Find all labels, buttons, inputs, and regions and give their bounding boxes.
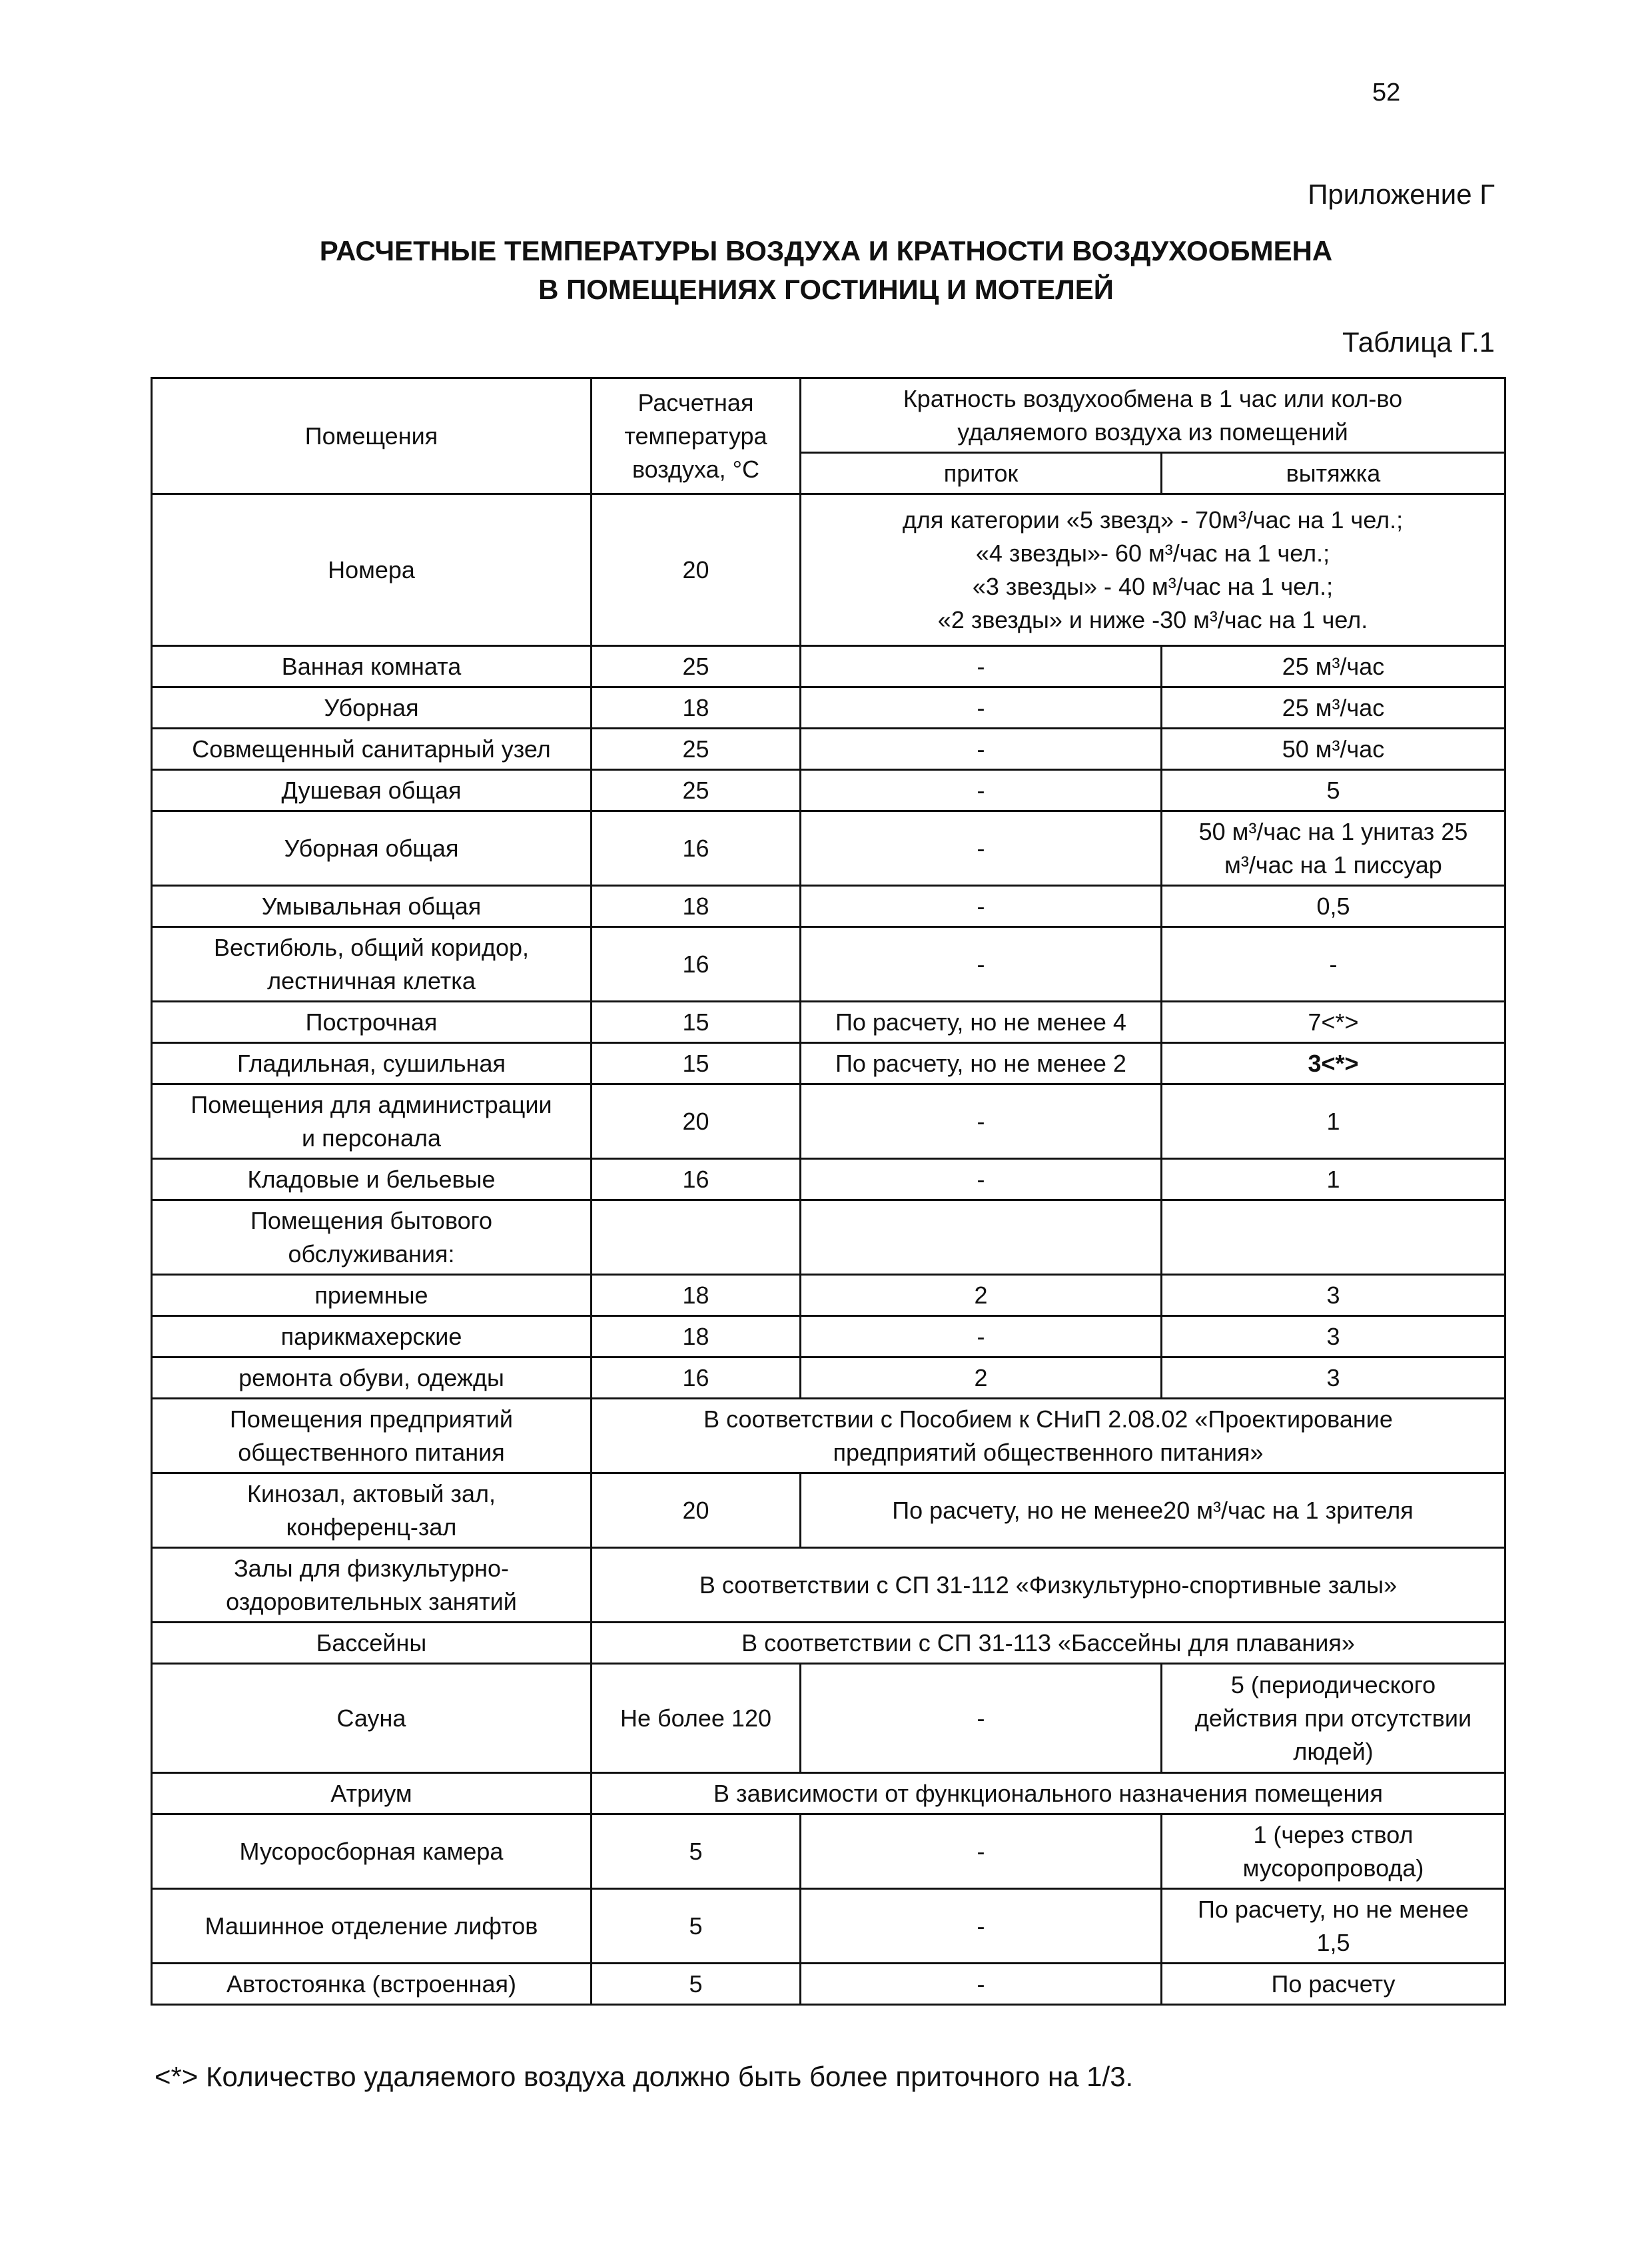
merged-cell: В соответствии с СП 31-113 «Бассейны для плавания» xyxy=(592,1623,1505,1664)
exhaust-line: 1,5 xyxy=(1316,1928,1350,1956)
rate-line: для категории «5 звезд» - 70м³/час на 1 чел.; xyxy=(902,506,1404,534)
room-name: Атриум xyxy=(152,1773,592,1814)
merged-line: предприятий общественного питания» xyxy=(833,1438,1264,1466)
exhaust-cell: 3 xyxy=(1162,1316,1505,1357)
room-name: приемные xyxy=(152,1275,592,1316)
exhaust-cell: 3 xyxy=(1162,1275,1505,1316)
header-row xyxy=(152,378,1505,453)
temperature-cell: 25 xyxy=(592,646,801,687)
table-row xyxy=(152,1200,1505,1275)
room-name: ремонта обуви, одежды xyxy=(152,1357,592,1399)
temperature-cell xyxy=(592,1200,801,1275)
table-row xyxy=(152,1357,1505,1399)
header-temperature-line: воздуха, °С xyxy=(631,455,760,483)
exhaust-line: 5 (периодического xyxy=(1230,1671,1436,1698)
room-name-line: конференц-зал xyxy=(286,1513,457,1541)
exhaust-cell: 3 xyxy=(1162,1357,1505,1399)
appendix-label: Приложение Г xyxy=(1308,179,1495,210)
room-name xyxy=(152,1084,592,1159)
supply-cell: - xyxy=(801,1084,1162,1159)
room-name-line: лестничная клетка xyxy=(267,966,476,994)
exhaust-line: людей) xyxy=(1293,1737,1374,1765)
exhaust-cell: 1 xyxy=(1162,1084,1505,1159)
temperature-cell: 18 xyxy=(592,1275,801,1316)
temperature-cell: 18 xyxy=(592,886,801,927)
table-row xyxy=(152,1473,1505,1548)
exhaust-cell: 1 xyxy=(1162,1159,1505,1200)
table-label: Таблица Г.1 xyxy=(1342,326,1495,358)
supply-cell: - xyxy=(801,729,1162,770)
header-supply: приток xyxy=(801,453,1162,494)
exhaust-line: м³/час на 1 писсуар xyxy=(1224,851,1442,879)
supply-cell: - xyxy=(801,1316,1162,1357)
temperature-cell: 15 xyxy=(592,1043,801,1084)
room-name: Номера xyxy=(152,494,592,646)
exhaust-cell: - xyxy=(1162,927,1505,1002)
table-row xyxy=(152,927,1505,1002)
table-row xyxy=(152,1548,1505,1623)
room-name: Сауна xyxy=(152,1664,592,1773)
table-row xyxy=(152,1664,1505,1773)
temperature-cell: 20 xyxy=(592,1084,801,1159)
temperature-cell: 16 xyxy=(592,811,801,886)
supply-cell: - xyxy=(801,811,1162,886)
room-name-line: Кинозал, актовый зал, xyxy=(246,1479,496,1507)
temperature-cell: 5 xyxy=(592,1814,801,1889)
header-temperature-line: Расчетная xyxy=(637,388,754,416)
table-row xyxy=(152,1623,1505,1664)
table-row xyxy=(152,1889,1505,1964)
merged-cell: В зависимости от функционального назначения помещения xyxy=(592,1773,1505,1814)
table-row xyxy=(152,1043,1505,1084)
supply-cell: По расчету, но не менее 2 xyxy=(801,1043,1162,1084)
exhaust-cell xyxy=(1162,1814,1505,1889)
room-name: Машинное отделение лифтов xyxy=(152,1889,592,1964)
room-name: Уборная общая xyxy=(152,811,592,886)
room-name-line: Помещения бытового xyxy=(250,1206,493,1234)
temperature-cell: 5 xyxy=(592,1889,801,1964)
room-name-line: Помещения для администрации xyxy=(191,1090,552,1118)
room-name: Мусоросборная камера xyxy=(152,1814,592,1889)
supply-cell: - xyxy=(801,1814,1162,1889)
supply-cell: - xyxy=(801,886,1162,927)
room-name-line: оздоровительных занятий xyxy=(226,1587,517,1615)
table-row xyxy=(152,1399,1505,1473)
exhaust-cell xyxy=(1162,1889,1505,1964)
merged-cell: По расчету, но не менее20 м³/час на 1 зрителя xyxy=(801,1473,1505,1548)
room-name-line: обслуживания: xyxy=(288,1240,455,1268)
room-name: Душевая общая xyxy=(152,770,592,811)
temperature-cell: 16 xyxy=(592,1357,801,1399)
exhaust-cell: 0,5 xyxy=(1162,886,1505,927)
rates-cell xyxy=(801,494,1505,646)
table-row xyxy=(152,811,1505,886)
room-name-line: Залы для физкультурно- xyxy=(233,1554,510,1582)
room-name: Автостоянка (встроенная) xyxy=(152,1964,592,2005)
supply-cell: - xyxy=(801,1889,1162,1964)
title-line-2: В ПОМЕЩЕНИЯХ ГОСТИНИЦ И МОТЕЛЕЙ xyxy=(538,274,1114,305)
table-row xyxy=(152,1964,1505,2005)
table-row xyxy=(152,687,1505,729)
table-row xyxy=(152,494,1505,646)
supply-cell: - xyxy=(801,927,1162,1002)
temperature-cell: 15 xyxy=(592,1002,801,1043)
room-name xyxy=(152,1548,592,1623)
room-name-line: общественного питания xyxy=(238,1438,505,1466)
room-name: Бассейны xyxy=(152,1623,592,1664)
exhaust-cell xyxy=(1162,811,1505,886)
header-temperature-line: температура xyxy=(624,422,767,450)
supply-cell: - xyxy=(801,687,1162,729)
table-row xyxy=(152,886,1505,927)
temperature-cell: Не более 120 xyxy=(592,1664,801,1773)
exhaust-cell xyxy=(1162,1664,1505,1773)
header-rooms: Помещения xyxy=(152,378,592,494)
temperature-cell: 20 xyxy=(592,1473,801,1548)
supply-cell: - xyxy=(801,646,1162,687)
exhaust-cell xyxy=(1162,1200,1505,1275)
room-name xyxy=(152,927,592,1002)
temperature-cell: 18 xyxy=(592,687,801,729)
exhaust-cell: По расчету xyxy=(1162,1964,1505,2005)
room-name: Кладовые и бельевые xyxy=(152,1159,592,1200)
rate-line: «3 звезды» - 40 м³/час на 1 чел.; xyxy=(972,572,1334,600)
merged-cell xyxy=(592,1399,1505,1473)
temperature-cell: 18 xyxy=(592,1316,801,1357)
merged-line: В соответствии с Пособием к СНиП 2.08.02 «Проектирование xyxy=(703,1405,1393,1433)
temperature-cell: 16 xyxy=(592,927,801,1002)
table-row xyxy=(152,729,1505,770)
document-title xyxy=(0,232,1652,309)
exhaust-cell: 5 xyxy=(1162,770,1505,811)
supply-cell: 2 xyxy=(801,1275,1162,1316)
header-exchange-line: удаляемого воздуха из помещений xyxy=(957,418,1348,446)
room-name: Ванная комната xyxy=(152,646,592,687)
header-temperature xyxy=(592,378,801,494)
table-row xyxy=(152,1084,1505,1159)
table-row xyxy=(152,1275,1505,1316)
exhaust-cell: 50 м³/час xyxy=(1162,729,1505,770)
supply-cell: - xyxy=(801,1964,1162,2005)
temperature-cell: 5 xyxy=(592,1964,801,2005)
room-name xyxy=(152,1399,592,1473)
supply-cell: 2 xyxy=(801,1357,1162,1399)
room-name: Гладильная, сушильная xyxy=(152,1043,592,1084)
table-row xyxy=(152,1316,1505,1357)
room-name: парикмахерские xyxy=(152,1316,592,1357)
exhaust-line: действия при отсутствии xyxy=(1194,1704,1472,1732)
table-row xyxy=(152,1773,1505,1814)
room-name: Совмещенный санитарный узел xyxy=(152,729,592,770)
table-row xyxy=(152,1814,1505,1889)
exhaust-line: мусоропровода) xyxy=(1242,1854,1424,1882)
temperature-cell: 25 xyxy=(592,729,801,770)
supply-cell: - xyxy=(801,1159,1162,1200)
exhaust-cell: 25 м³/час xyxy=(1162,646,1505,687)
room-name-line: Вестибюль, общий коридор, xyxy=(213,933,530,961)
room-name xyxy=(152,1473,592,1548)
room-name-line: Помещения предприятий xyxy=(230,1405,513,1433)
table-row xyxy=(152,770,1505,811)
room-name: Умывальная общая xyxy=(152,886,592,927)
supply-cell: По расчету, но не менее 4 xyxy=(801,1002,1162,1043)
supply-cell: - xyxy=(801,770,1162,811)
title-line-1: РАСЧЕТНЫЕ ТЕМПЕРАТУРЫ ВОЗДУХА И КРАТНОСТИ ВОЗДУХООБМЕНА xyxy=(319,235,1333,266)
supply-cell xyxy=(801,1200,1162,1275)
room-name: Уборная xyxy=(152,687,592,729)
header-exchange-line: Кратность воздухообмена в 1 час или кол-во xyxy=(903,384,1403,412)
exhaust-line: 1 (через ствол xyxy=(1253,1820,1414,1848)
room-name-line: и персонала xyxy=(301,1124,441,1152)
supply-cell: - xyxy=(801,1664,1162,1773)
page-number: 52 xyxy=(1372,79,1401,107)
header-exhaust: вытяжка xyxy=(1162,453,1505,494)
exhaust-cell: 25 м³/час xyxy=(1162,687,1505,729)
rate-line: «2 звезды» и ниже -30 м³/час на 1 чел. xyxy=(937,605,1368,633)
merged-cell: В соответствии с СП 31-112 «Физкультурно-спортивные залы» xyxy=(592,1548,1505,1623)
header-air-exchange xyxy=(801,378,1505,453)
exhaust-cell: 7<*> xyxy=(1162,1002,1505,1043)
exhaust-line: По расчету, но не менее xyxy=(1198,1895,1469,1923)
table-row xyxy=(152,1002,1505,1043)
exhaust-line: 50 м³/час на 1 унитаз 25 xyxy=(1198,817,1468,845)
exhaust-cell: 3<*> xyxy=(1162,1043,1505,1084)
temperature-cell: 16 xyxy=(592,1159,801,1200)
room-name: Построчная xyxy=(152,1002,592,1043)
temperature-cell: 20 xyxy=(592,494,801,646)
air-exchange-table xyxy=(151,377,1506,2006)
footnote: <*> Количество удаляемого воздуха должно быть более приточного на 1/3. xyxy=(155,2061,1134,2092)
room-name xyxy=(152,1200,592,1275)
table-row xyxy=(152,1159,1505,1200)
rate-line: «4 звезды»- 60 м³/час на 1 чел.; xyxy=(975,539,1330,567)
temperature-cell: 25 xyxy=(592,770,801,811)
table-row xyxy=(152,646,1505,687)
